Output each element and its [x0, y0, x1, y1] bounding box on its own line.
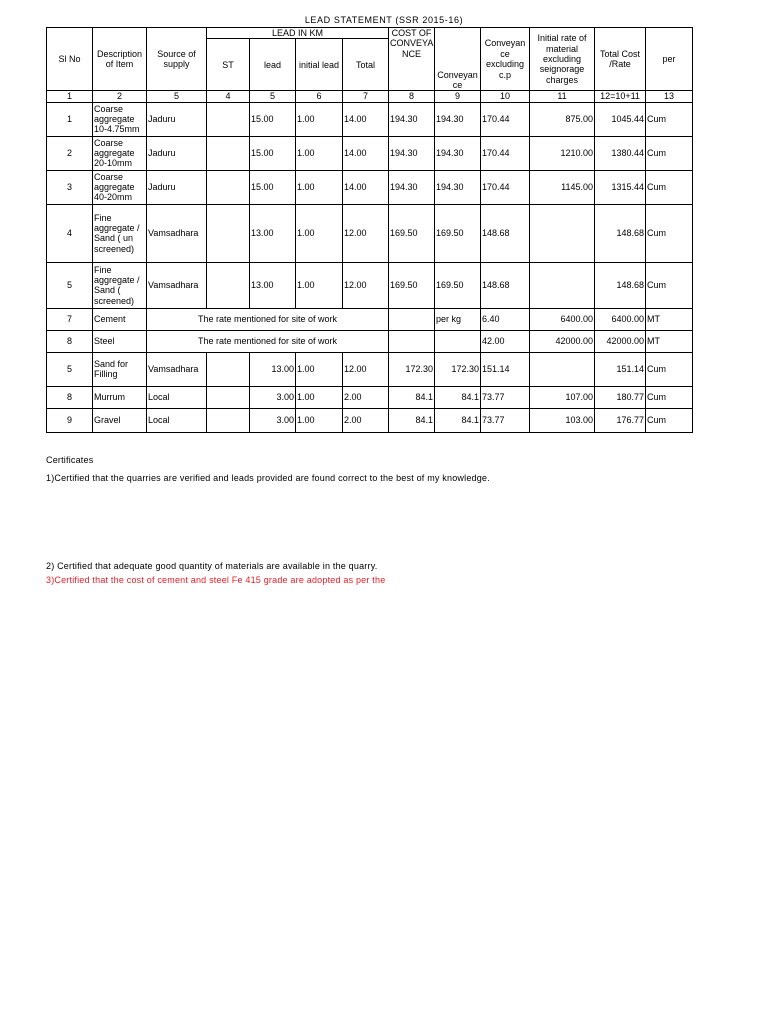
column-number: 2 — [93, 91, 147, 102]
cell-sl-no: 9 — [47, 408, 93, 432]
cell-st — [207, 170, 250, 204]
cell-lead: 13.00 — [250, 352, 296, 386]
cell-st — [207, 408, 250, 432]
cell-initial-rate: 1145.00 — [530, 170, 595, 204]
cell-initial-rate — [530, 352, 595, 386]
cell-source: Vamsadhara — [147, 262, 207, 308]
cell-lead: 13.00 — [250, 204, 296, 262]
cell-initial-lead: 1.00 — [296, 352, 343, 386]
cell-conveyance: 194.30 — [435, 170, 481, 204]
header-conveyance-excluding: Conveyan ce excluding c.p — [481, 28, 530, 91]
certificate-3: 3)Certified that the cost of cement and steel Fe 415 grade are adopted as per the — [46, 575, 386, 585]
cell-conveyance-excluding: 170.44 — [481, 102, 530, 136]
cell-sl-no: 1 — [47, 102, 93, 136]
column-number: 8 — [389, 91, 435, 102]
cell-initial-rate: 42000.00 — [530, 330, 595, 352]
cell-st — [207, 262, 250, 308]
cell-initial-rate — [530, 262, 595, 308]
cell-per: Cum — [646, 408, 693, 432]
cell-per: Cum — [646, 102, 693, 136]
cell-lead: 15.00 — [250, 102, 296, 136]
header-sl-no: Sl No — [47, 28, 93, 91]
cell-cost-of-conveyance: 194.30 — [389, 170, 435, 204]
cell-initial-rate: 103.00 — [530, 408, 595, 432]
cell-total: 14.00 — [343, 170, 389, 204]
cell-conveyance-excluding: 170.44 — [481, 136, 530, 170]
certificate-2: 2) Certified that adequate good quantity of materials are available in the quarry. — [46, 561, 378, 571]
cell-source: Vamsadhara — [147, 352, 207, 386]
column-number-row — [47, 91, 693, 102]
cell-initial-lead: 1.00 — [296, 262, 343, 308]
cell-conveyance: 172.30 — [435, 352, 481, 386]
cell-initial-lead: 1.00 — [296, 408, 343, 432]
cell-conveyance: 84.1 — [435, 386, 481, 408]
cell-sl-no: 8 — [47, 386, 93, 408]
cell-conveyance: 169.50 — [435, 204, 481, 262]
cell-initial-rate: 875.00 — [530, 102, 595, 136]
table-row — [47, 102, 693, 136]
cell-initial-lead: 1.00 — [296, 204, 343, 262]
table-row — [47, 136, 693, 170]
cell-conveyance-excluding: 148.68 — [481, 204, 530, 262]
cell-cost-of-conveyance: 172.30 — [389, 352, 435, 386]
cell-rate-note: The rate mentioned for site of work — [147, 330, 389, 352]
header-total: Total — [343, 39, 389, 91]
cell-total-cost: 1315.44 — [595, 170, 646, 204]
cell-initial-rate: 1210.00 — [530, 136, 595, 170]
cell-initial-lead: 1.00 — [296, 102, 343, 136]
column-number: 5 — [250, 91, 296, 102]
cell-conveyance-excluding: 42.00 — [481, 330, 530, 352]
table-row — [47, 170, 693, 204]
certificates-heading: Certificates — [46, 455, 94, 465]
cell-cost-of-conveyance: 194.30 — [389, 136, 435, 170]
cell-total-cost: 151.14 — [595, 352, 646, 386]
cell-st — [207, 136, 250, 170]
table-row — [47, 352, 693, 386]
cell-description: Fine aggregate / Sand ( screened) — [93, 262, 147, 308]
cell-description: Sand for Filling — [93, 352, 147, 386]
cell-sl-no: 5 — [47, 352, 93, 386]
cell-rate-note: The rate mentioned for site of work — [147, 308, 389, 330]
cell-description: Coarse aggregate 20-10mm — [93, 136, 147, 170]
header-lead: lead — [250, 39, 296, 91]
cell-per: Cum — [646, 386, 693, 408]
cell-total: 14.00 — [343, 102, 389, 136]
cell-per: MT — [646, 330, 693, 352]
cell-sl-no: 8 — [47, 330, 93, 352]
header-st: ST — [207, 39, 250, 91]
header-source: Source of supply — [147, 28, 207, 91]
cell-description: Gravel — [93, 408, 147, 432]
column-number: 12=10+11 — [595, 91, 646, 102]
cell-source: Jaduru — [147, 136, 207, 170]
cell-total: 2.00 — [343, 408, 389, 432]
header-per: per — [646, 28, 693, 91]
table-body — [47, 28, 693, 433]
cell-cost-of-conveyance — [389, 308, 435, 330]
cell-st — [207, 102, 250, 136]
cell-initial-rate — [530, 204, 595, 262]
column-number: 5 — [147, 91, 207, 102]
column-number: 6 — [296, 91, 343, 102]
cell-conveyance-excluding: 6.40 — [481, 308, 530, 330]
header-total-cost: Total Cost /Rate — [595, 28, 646, 91]
cell-lead: 3.00 — [250, 408, 296, 432]
cell-description: Murrum — [93, 386, 147, 408]
cell-st — [207, 204, 250, 262]
cell-lead: 3.00 — [250, 386, 296, 408]
cell-st — [207, 386, 250, 408]
header-row-top — [47, 28, 693, 39]
column-number: 13 — [646, 91, 693, 102]
column-number: 11 — [530, 91, 595, 102]
cell-source: Jaduru — [147, 102, 207, 136]
cell-cost-of-conveyance: 169.50 — [389, 262, 435, 308]
page-title: LEAD STATEMENT (SSR 2015-16) — [304, 15, 464, 25]
cell-conveyance-excluding: 73.77 — [481, 408, 530, 432]
cell-conveyance: 194.30 — [435, 102, 481, 136]
cell-conveyance-excluding: 148.68 — [481, 262, 530, 308]
cell-initial-lead: 1.00 — [296, 386, 343, 408]
cell-sl-no: 4 — [47, 204, 93, 262]
cell-cost-of-conveyance: 84.1 — [389, 386, 435, 408]
header-lead-in-km: LEAD IN KM — [207, 28, 389, 39]
header-conveyance: Conveyan ce — [435, 28, 481, 91]
cell-sl-no: 2 — [47, 136, 93, 170]
cell-description: Steel — [93, 330, 147, 352]
cell-source: Jaduru — [147, 170, 207, 204]
cell-initial-lead: 1.00 — [296, 170, 343, 204]
cell-conveyance: 84.1 — [435, 408, 481, 432]
cell-total-cost: 148.68 — [595, 204, 646, 262]
table-row — [47, 308, 693, 330]
column-number: 1 — [47, 91, 93, 102]
cell-sl-no: 3 — [47, 170, 93, 204]
column-number: 9 — [435, 91, 481, 102]
cell-initial-rate: 6400.00 — [530, 308, 595, 330]
cell-cost-of-conveyance: 169.50 — [389, 204, 435, 262]
cell-total-cost: 176.77 — [595, 408, 646, 432]
cell-total: 12.00 — [343, 262, 389, 308]
cell-description: Coarse aggregate 40-20mm — [93, 170, 147, 204]
cell-total-cost: 180.77 — [595, 386, 646, 408]
cell-per: Cum — [646, 170, 693, 204]
table-row — [47, 204, 693, 262]
cell-per: Cum — [646, 262, 693, 308]
lead-statement-table — [46, 27, 693, 433]
table-row — [47, 386, 693, 408]
column-number: 4 — [207, 91, 250, 102]
cell-total-cost: 6400.00 — [595, 308, 646, 330]
cell-st — [207, 352, 250, 386]
cell-cost-of-conveyance: 84.1 — [389, 408, 435, 432]
table-row — [47, 330, 693, 352]
table-row — [47, 408, 693, 432]
cell-lead: 15.00 — [250, 136, 296, 170]
table-row — [47, 262, 693, 308]
cell-initial-lead: 1.00 — [296, 136, 343, 170]
cell-total: 12.00 — [343, 204, 389, 262]
cell-sl-no: 5 — [47, 262, 93, 308]
cell-lead: 13.00 — [250, 262, 296, 308]
cell-cost-of-conveyance — [389, 330, 435, 352]
cell-total-cost: 42000.00 — [595, 330, 646, 352]
cell-conveyance: 169.50 — [435, 262, 481, 308]
cell-cost-of-conveyance: 194.30 — [389, 102, 435, 136]
header-initial-rate: Initial rate of material excluding seignorage charges — [530, 28, 595, 91]
header-initial-lead: initial lead — [296, 39, 343, 91]
cell-conveyance — [435, 330, 481, 352]
header-cost-of-conveyance: COST OF CONVEYA NCE — [389, 28, 435, 91]
cell-total-cost: 1045.44 — [595, 102, 646, 136]
cell-conveyance-excluding: 151.14 — [481, 352, 530, 386]
cell-description: Cement — [93, 308, 147, 330]
certificate-1: 1)Certified that the quarries are verified and leads provided are found correct to the best of my knowledge. — [46, 473, 490, 483]
cell-conveyance-excluding: 170.44 — [481, 170, 530, 204]
cell-per: MT — [646, 308, 693, 330]
cell-conveyance-excluding: 73.77 — [481, 386, 530, 408]
cell-source: Vamsadhara — [147, 204, 207, 262]
cell-total: 12.00 — [343, 352, 389, 386]
cell-initial-rate: 107.00 — [530, 386, 595, 408]
cell-conveyance: per kg — [435, 308, 481, 330]
cell-lead: 15.00 — [250, 170, 296, 204]
cell-per: Cum — [646, 352, 693, 386]
cell-source: Local — [147, 386, 207, 408]
cell-total: 14.00 — [343, 136, 389, 170]
column-number: 10 — [481, 91, 530, 102]
column-number: 7 — [343, 91, 389, 102]
cell-per: Cum — [646, 204, 693, 262]
cell-source: Local — [147, 408, 207, 432]
cell-total-cost: 1380.44 — [595, 136, 646, 170]
cell-description: Coarse aggregate 10-4.75mm — [93, 102, 147, 136]
cell-description: Fine aggregate / Sand ( un screened) — [93, 204, 147, 262]
cell-conveyance: 194.30 — [435, 136, 481, 170]
header-description: Description of Item — [93, 28, 147, 91]
cell-per: Cum — [646, 136, 693, 170]
cell-total-cost: 148.68 — [595, 262, 646, 308]
cell-sl-no: 7 — [47, 308, 93, 330]
cell-total: 2.00 — [343, 386, 389, 408]
